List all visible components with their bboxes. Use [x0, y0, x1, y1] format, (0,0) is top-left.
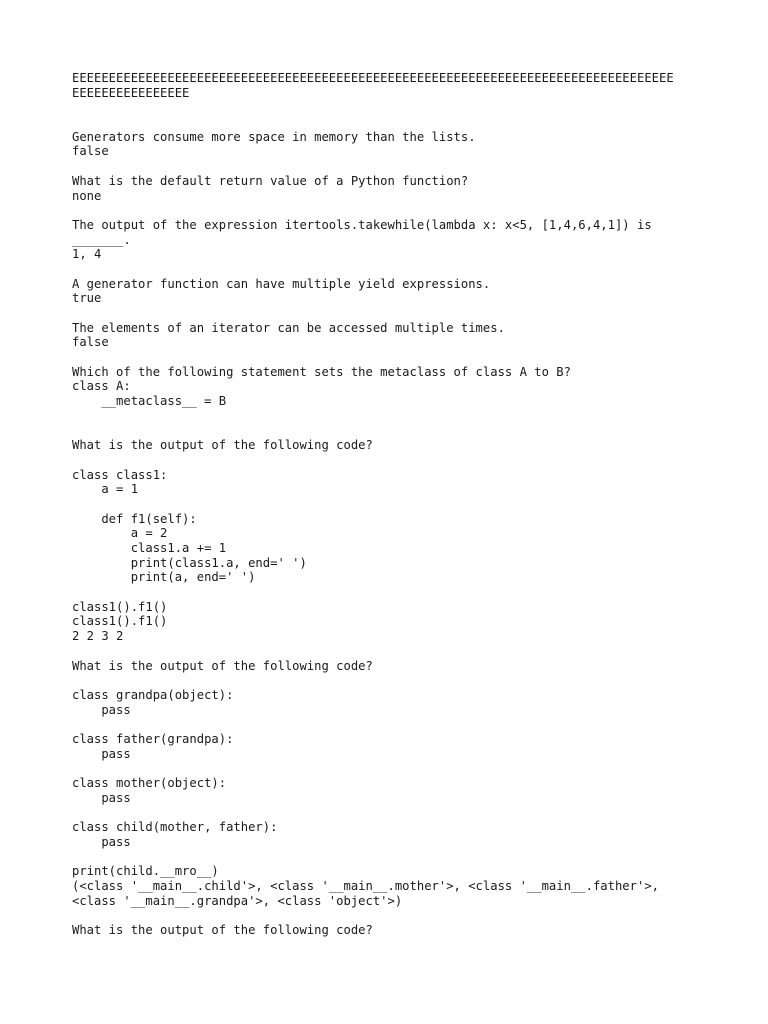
text-line: class child(mother, father): — [72, 820, 278, 835]
text-line — [72, 115, 712, 130]
text-line — [72, 409, 712, 424]
text-line — [72, 159, 712, 174]
text-line: The elements of an iterator can be accessed multiple times. — [72, 320, 505, 335]
text-line — [72, 262, 712, 277]
text-line — [72, 203, 712, 218]
text-line — [72, 350, 712, 365]
text-line: pass — [72, 790, 131, 805]
text-line: none — [72, 188, 102, 203]
text-line: class1().f1() — [72, 614, 168, 629]
text-line — [72, 100, 712, 115]
text-line: The output of the expression itertools.takewhile(lambda x: x<5, [1,4,6,4,1]) is — [72, 217, 652, 232]
text-line: pass — [72, 746, 131, 761]
text-line — [72, 644, 712, 659]
text-line — [72, 849, 712, 864]
text-line: EEEEEEEEEEEEEEEE — [72, 85, 190, 100]
text-line: true — [72, 291, 102, 306]
text-line: class father(grandpa): — [72, 731, 234, 746]
text-line: def f1(self): — [72, 511, 197, 526]
text-line — [72, 306, 712, 321]
text-line: class1.a += 1 — [72, 541, 227, 555]
text-line: class class1: — [72, 467, 168, 482]
text-line: (<class '__main__.child'>, <class '__main__.mother'>, <class '__main__.father'>, — [72, 878, 659, 893]
document-body — [72, 71, 712, 938]
text-line: What is the output of the following code? — [72, 922, 373, 937]
text-line — [72, 761, 712, 776]
text-line: pass — [72, 834, 131, 849]
text-line: A generator function can have multiple yield expressions. — [72, 276, 491, 291]
text-line — [72, 717, 712, 732]
text-line: print(a, end=' ') — [72, 570, 256, 585]
text-line: false — [72, 335, 109, 350]
text-line — [72, 424, 712, 439]
text-line — [72, 453, 712, 468]
text-line: EEEEEEEEEEEEEEEEEEEEEEEEEEEEEEEEEEEEEEEEEEEEEEEEEEEEEEEEEEEEEEEEEEEEEEEEEEEEEEEEEE — [72, 71, 674, 85]
text-line: class mother(object): — [72, 776, 227, 790]
text-line — [72, 805, 712, 820]
text-line — [72, 673, 712, 688]
text-line: Which of the following statement sets the metaclass of class A to B? — [72, 364, 571, 379]
text-line: _______. — [72, 232, 131, 247]
text-line: class A: — [72, 379, 131, 394]
text-line: class1().f1() — [72, 599, 168, 614]
text-line: print(child.__mro__) — [72, 864, 219, 879]
text-line — [72, 497, 712, 512]
text-line: <class '__main__.grandpa'>, <class 'object'>) — [72, 893, 403, 908]
text-line — [72, 908, 712, 923]
text-line: What is the output of the following code? — [72, 658, 373, 673]
text-line: class grandpa(object): — [72, 687, 234, 702]
text-line: 1, 4 — [72, 247, 102, 262]
text-line — [72, 585, 712, 600]
text-line: Generators consume more space in memory than the lists. — [72, 129, 476, 144]
text-line: What is the default return value of a Python function? — [72, 173, 469, 188]
text-line: 2 2 3 2 — [72, 629, 124, 644]
text-line: print(class1.a, end=' ') — [72, 555, 307, 570]
text-line: pass — [72, 702, 131, 717]
text-line: __metaclass__ = B — [72, 394, 227, 409]
text-line: false — [72, 144, 109, 159]
text-line: What is the output of the following code? — [72, 438, 373, 453]
text-line: a = 1 — [72, 482, 139, 497]
text-line: a = 2 — [72, 526, 168, 541]
